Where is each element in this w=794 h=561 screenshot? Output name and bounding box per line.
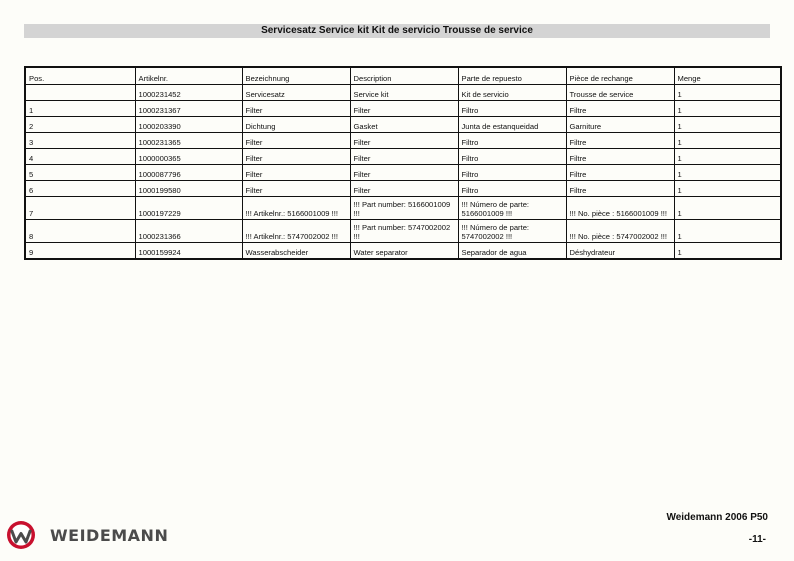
cell-pos: 8 — [25, 220, 135, 243]
cell-piece: !!! No. pièce : 5166001009 !!! — [566, 197, 674, 220]
cell-pos: 4 — [25, 149, 135, 165]
cell-menge: 1 — [674, 181, 781, 197]
brand-name: WEIDEMANN — [50, 525, 169, 545]
cell-bezeichnung: Servicesatz — [242, 85, 350, 101]
cell-parte: Junta de estanqueidad — [458, 117, 566, 133]
cell-description: Gasket — [350, 117, 458, 133]
cell-bezeichnung: Filter — [242, 165, 350, 181]
cell-part-number: 1000231365 — [135, 133, 242, 149]
cell-menge: 1 — [674, 197, 781, 220]
cell-part-number: 1000231367 — [135, 101, 242, 117]
column-header-pos: Pos. — [25, 67, 135, 85]
column-header-description: Description — [350, 67, 458, 85]
cell-description: !!! Part number: 5166001009 !!! — [350, 197, 458, 220]
cell-menge: 1 — [674, 117, 781, 133]
table-row — [25, 133, 781, 149]
cell-part-number: 1000231452 — [135, 85, 242, 101]
column-header-bezeichnung: Bezeichnung — [242, 67, 350, 85]
cell-piece: Filtre — [566, 149, 674, 165]
cell-bezeichnung: Filter — [242, 149, 350, 165]
cell-parte: Filtro — [458, 165, 566, 181]
parts-table — [24, 66, 782, 260]
weidemann-w-logo-icon — [6, 520, 36, 550]
cell-bezeichnung: Dichtung — [242, 117, 350, 133]
cell-part-number: 1000231366 — [135, 220, 242, 243]
model-label: Weidemann 2006 P50 — [666, 512, 768, 523]
cell-menge: 1 — [674, 165, 781, 181]
cell-description: Filter — [350, 149, 458, 165]
cell-description: Filter — [350, 133, 458, 149]
cell-menge: 1 — [674, 149, 781, 165]
page-title: Servicesatz Service kit Kit de servicio Trousse de service — [24, 24, 770, 38]
table-row — [25, 85, 781, 101]
cell-description: Water separator — [350, 243, 458, 260]
cell-menge: 1 — [674, 133, 781, 149]
cell-part-number: 1000197229 — [135, 197, 242, 220]
cell-menge: 1 — [674, 85, 781, 101]
cell-pos: 2 — [25, 117, 135, 133]
cell-piece: Filtre — [566, 101, 674, 117]
cell-pos: 5 — [25, 165, 135, 181]
cell-description: Filter — [350, 165, 458, 181]
cell-menge: 1 — [674, 243, 781, 260]
cell-part-number: 1000203390 — [135, 117, 242, 133]
cell-description: Filter — [350, 101, 458, 117]
column-header-part-number: Artikelnr. — [135, 67, 242, 85]
cell-piece: Filtre — [566, 181, 674, 197]
table-row — [25, 243, 781, 260]
cell-description: Service kit — [350, 85, 458, 101]
cell-pos: 7 — [25, 197, 135, 220]
cell-parte: Filtro — [458, 181, 566, 197]
table-row — [25, 220, 781, 243]
cell-parte: Separador de agua — [458, 243, 566, 260]
cell-bezeichnung: Filter — [242, 181, 350, 197]
cell-parte: Filtro — [458, 101, 566, 117]
cell-parte: Kit de servicio — [458, 85, 566, 101]
cell-parte: Filtro — [458, 133, 566, 149]
cell-pos: 6 — [25, 181, 135, 197]
table-row — [25, 165, 781, 181]
cell-pos: 9 — [25, 243, 135, 260]
cell-piece: !!! No. pièce : 5747002002 !!! — [566, 220, 674, 243]
cell-piece: Filtre — [566, 133, 674, 149]
table-header-row — [25, 67, 781, 85]
cell-bezeichnung: Filter — [242, 133, 350, 149]
table-row — [25, 101, 781, 117]
cell-piece: Filtre — [566, 165, 674, 181]
cell-description: !!! Part number: 5747002002 !!! — [350, 220, 458, 243]
column-header-menge: Menge — [674, 67, 781, 85]
cell-part-number: 1000087796 — [135, 165, 242, 181]
cell-pos: 1 — [25, 101, 135, 117]
table-row — [25, 197, 781, 220]
table-row — [25, 149, 781, 165]
column-header-piece: Pièce de rechange — [566, 67, 674, 85]
cell-bezeichnung: Filter — [242, 101, 350, 117]
cell-part-number: 1000000365 — [135, 149, 242, 165]
cell-menge: 1 — [674, 220, 781, 243]
cell-bezeichnung: !!! Artikelnr.: 5747002002 !!! — [242, 220, 350, 243]
cell-description: Filter — [350, 181, 458, 197]
cell-part-number: 1000199580 — [135, 181, 242, 197]
cell-parte: Filtro — [458, 149, 566, 165]
cell-parte: !!! Número de parte: 5747002002 !!! — [458, 220, 566, 243]
cell-bezeichnung: !!! Artikelnr.: 5166001009 !!! — [242, 197, 350, 220]
table-row — [25, 181, 781, 197]
cell-bezeichnung: Wasserabscheider — [242, 243, 350, 260]
page-number: -11- — [748, 534, 766, 545]
cell-menge: 1 — [674, 101, 781, 117]
cell-pos — [25, 85, 135, 101]
cell-part-number: 1000159924 — [135, 243, 242, 260]
cell-piece: Garniture — [566, 117, 674, 133]
cell-parte: !!! Número de parte: 5166001009 !!! — [458, 197, 566, 220]
footer-logo — [6, 520, 168, 550]
column-header-parte: Parte de repuesto — [458, 67, 566, 85]
cell-piece: Déshydrateur — [566, 243, 674, 260]
cell-pos: 3 — [25, 133, 135, 149]
table-row — [25, 117, 781, 133]
cell-piece: Trousse de service — [566, 85, 674, 101]
